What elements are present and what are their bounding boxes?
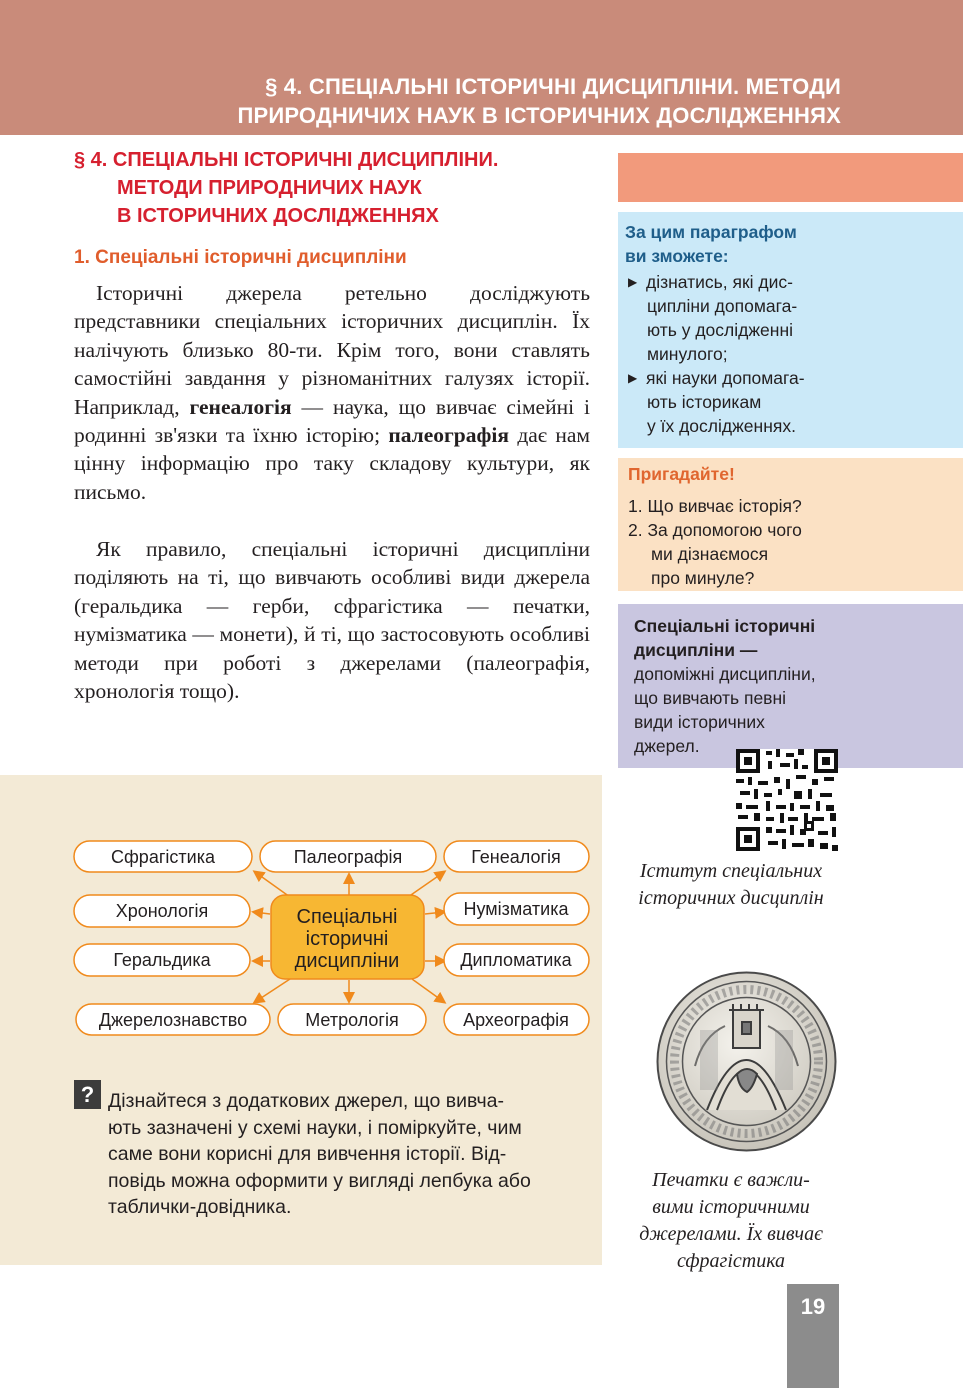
node-khronologiia-label: Хронологія: [115, 901, 209, 921]
qr-caption-line-1: Іститут спеціальних: [639, 860, 823, 882]
definition-line-1: допоміжні дисципліни,: [634, 664, 816, 684]
goals-item-2: [628, 366, 805, 438]
goals-heading-line-2: ви зможете:: [625, 246, 729, 266]
node-sfragistyka-label: Сфрагістика: [111, 847, 215, 867]
recall-heading: Пригадайте!: [628, 464, 735, 484]
node-center-line-3: дисципліни: [294, 950, 400, 972]
goals-item-1-line-1: дізнатись, які дис-: [646, 272, 793, 292]
goals-heading-line-1: За цим параграфом: [625, 222, 797, 242]
definition-line-2: що вивчають певні: [634, 688, 787, 708]
header-line-2: ПРИРОДНИЧИХ НАУК В ІСТОРИЧНИХ ДОСЛІДЖЕННЯХ: [237, 103, 841, 128]
qr-caption: [612, 858, 850, 912]
definition-line-3: види історичних: [634, 712, 765, 732]
section-title-line-3: В ІСТОРИЧНИХ ДОСЛІДЖЕННЯХ: [117, 205, 439, 227]
paragraph-1-text-b: — наука, що вивчає сімейні і родинні зв'язки та їхню історію;: [74, 394, 590, 448]
seal-caption-line-4: сфрагістика: [676, 1250, 786, 1272]
recall-question-2-line-2: ми дізнаємося: [651, 544, 769, 564]
subsection-title: 1. Спеціальні історичні дисципліни: [74, 247, 407, 268]
node-dyplomatyka-label: Дипломатика: [460, 950, 572, 970]
goals-item-2-line-2: ють історикам: [647, 392, 762, 412]
node-center-line-2: історичні: [305, 928, 389, 950]
definition-term-line-1: Спеціальні історичні: [634, 616, 816, 636]
node-paleografiia-label: Палеографія: [293, 847, 403, 867]
recall-box: [618, 458, 963, 591]
recall-question-1: 1. Що вивчає історія?: [628, 496, 802, 516]
goals-box: [618, 212, 963, 448]
paragraph-1: [74, 279, 590, 506]
definition-box: [618, 604, 963, 768]
page-number: 19: [800, 1294, 826, 1319]
paragraph-2: [74, 535, 590, 705]
node-center-line-1: Спеціальні: [296, 906, 398, 928]
task-line-5: таблички-довідника.: [108, 1196, 292, 1218]
node-numizmatyka-label: Нумізматика: [463, 899, 569, 919]
goals-heading: [625, 220, 797, 268]
goals-item-1-line-4: минулого;: [647, 344, 728, 364]
paragraph-1-text-c: дає нам цінну інформацію про таку складову культури, як письмо.: [74, 423, 590, 504]
seal-caption-line-3: джерелами. Їх вивчає: [639, 1223, 823, 1245]
node-dzhereloznavstvo-label: Джерелознавство: [98, 1010, 248, 1030]
term-paleography: палеографія: [388, 423, 509, 448]
term-genealogy: генеалогія: [189, 394, 292, 419]
section-title-line-2: МЕТОДИ ПРИРОДНИЧИХ НАУК: [117, 177, 422, 199]
paragraph-1-text-a: Історичні джерела ретельно досліджують представники спеціальних історичних дисциплін. Їх налічують близько 80-ти. Крім того, вони ставлять самостійні завдання у різноманітних галузях історії. Наприклад,: [74, 281, 590, 419]
bullet-arrow-icon: ▶: [628, 275, 638, 289]
seal-caption-line-2: вими історичними: [652, 1196, 810, 1218]
task-line-4: повідь можна оформити у вигляді лепбука або: [108, 1169, 531, 1192]
section-title-line-1: § 4. СПЕЦІАЛЬНІ ІСТОРИЧНІ ДИСЦИПЛІНИ.: [74, 149, 499, 171]
qr-code[interactable]: [736, 749, 838, 851]
goals-item-1: [628, 270, 797, 366]
page-number-tab: [787, 1284, 839, 1388]
qr-caption-line-2: історичних дисциплін: [638, 887, 824, 909]
task-line-1: Дізнайтеся з додаткових джерел, що вивча-: [108, 1090, 505, 1112]
node-arkheografiia-label: Археографія: [463, 1010, 569, 1030]
recall-question-2-line-1: 2. За допомогою чого: [628, 520, 802, 540]
goals-item-1-line-2: ципліни допомага-: [647, 296, 798, 316]
goals-item-2-line-1: які науки допомага-: [646, 368, 805, 388]
task-line-2: ють зазначені у схемі науки, і поміркуйте, чим: [108, 1116, 522, 1139]
question-icon: ?: [74, 1080, 101, 1109]
node-metrologiia-label: Метрологія: [305, 1010, 399, 1030]
task-text: [108, 1088, 588, 1221]
recall-questions: [628, 494, 802, 590]
disciplines-diagram: [0, 775, 602, 1075]
goals-item-1-line-3: ють у дослідженні: [647, 320, 794, 340]
section-title: [74, 146, 594, 230]
goals-item-2-line-3: у їх дослідженнях.: [647, 416, 796, 436]
seal-caption: [612, 1167, 850, 1275]
header-band: [0, 0, 963, 135]
node-genealogiia-label: Генеалогія: [471, 847, 561, 867]
paragraph-2-text: Як правило, спеціальні історичні дисципліни поділяють на ті, що вивчають особливі види джерела (геральдика — герби, сфрагістика — печатки, нумізматика — монети), й ті, що застосовують особливі методи при роботі з джерелами (палеографія, хронологія тощо).: [74, 537, 590, 704]
bullet-arrow-icon: ▶: [628, 371, 638, 385]
seal-caption-line-1: Печатки є важли-: [652, 1169, 810, 1191]
header-line-1: § 4. СПЕЦІАЛЬНІ ІСТОРИЧНІ ДИСЦИПЛІНИ. МЕТОДИ: [265, 74, 841, 99]
recall-question-2-line-3: про минуле?: [651, 568, 755, 588]
task-line-3: саме вони корисні для вивчення історії. Від-: [108, 1143, 507, 1165]
header-decor-box: [618, 153, 963, 202]
node-geraldyka-label: Геральдика: [113, 950, 211, 970]
definition-term-line-2: дисципліни: [634, 640, 735, 660]
seal-image: [655, 970, 838, 1153]
definition-line-4: джерел.: [634, 736, 700, 756]
definition-text: [634, 614, 954, 758]
definition-dash: —: [735, 640, 758, 660]
